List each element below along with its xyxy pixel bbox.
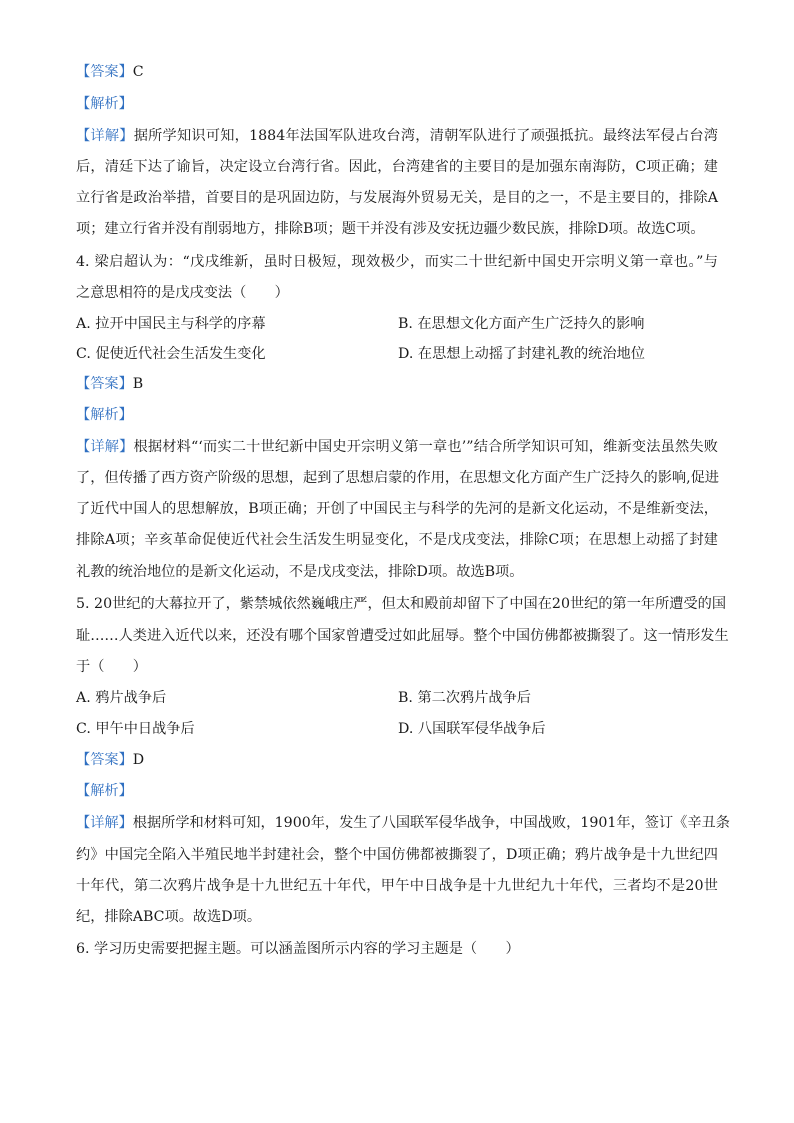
q3-detail-line-2: 后，清廷下达了谕旨，决定设立台湾行省。因此，台湾建省的主要目的是加强东南海防，C项正确；建 — [76, 159, 718, 175]
q3-detail-line-3: 立行省是政治举措，首要目的是巩固边防，与发展海外贸易无关，是目的之一，不是主要目的，排除A — [76, 190, 718, 206]
q4-stem-line-1: 4. 梁启超认为：“戊戌维新，虽时日极短，现效极少，而实二十世纪新中国史开宗明义第一章也。”与 — [76, 254, 718, 270]
q5-option-c: C. 甲午中日战争后 — [76, 721, 195, 737]
q3-detail-line-4: 项；建立行省并没有削弱地方，排除B项；题干并没有涉及安抚边疆少数民族，排除D项。故选C项。 — [76, 221, 705, 237]
detail-tag: 【详解】 — [76, 439, 134, 455]
detail-tag: 【详解】 — [76, 128, 134, 144]
q4-detail-line-5: 礼教的统治地位的是新文化运动，不是戊戌变法，排除D项。故选B项。 — [76, 564, 524, 580]
detail-tag: 【详解】 — [76, 815, 133, 831]
q4-answer — [76, 374, 143, 394]
q4-analysis — [76, 405, 133, 425]
q4-stem-line-2: 之意思相符的是戊戌变法（ ） — [76, 285, 289, 301]
q5-option-b: B. 第二次鸦片战争后 — [398, 690, 531, 706]
q5-detail-line-3: 十年代，第二次鸦片战争是十九世纪五十年代，甲午中日战争是十九世纪九十年代，三者均不是20世 — [76, 878, 718, 894]
analysis-tag: 【解析】 — [76, 783, 133, 799]
answer-value: B — [132, 376, 144, 392]
q4-detail-line-4: 排除A项；辛亥革命促使近代社会生活发生明显变化，不是戊戌变法，排除C项；在思想上动摇了封建 — [76, 532, 718, 548]
q5-option-a: A. 鸦片战争后 — [76, 690, 167, 706]
q4-detail-line-3: 了近代中国人的思想解放，B项正确；开创了中国民主与科学的先河的是新文化运动，不是维新变法， — [76, 501, 718, 517]
q4-option-b: B. 在思想文化方面产生广泛持久的影响 — [398, 316, 645, 332]
answer-tag: 【答案】 — [76, 752, 133, 768]
q5-stem-line-1: 5. 20世纪的大幕拉开了，紫禁城依然巍峨庄严，但太和殿前却留下了中国在20世纪的第一年所遭受的国 — [76, 596, 727, 612]
q5-analysis — [76, 781, 133, 801]
analysis-tag: 【解析】 — [76, 407, 133, 423]
q5-answer — [76, 750, 144, 770]
q4-option-a: A. 拉开中国民主与科学的序幕 — [76, 316, 266, 332]
q5-option-d: D. 八国联军侵华战争后 — [398, 721, 546, 737]
answer-tag: 【答案】 — [76, 64, 133, 80]
answer-value: D — [132, 752, 145, 768]
q6-stem: 6. 学习历史需要把握主题。可以涵盖图所示内容的学习主题是（ ） — [76, 941, 520, 957]
q5-stem-line-2: 耻……人类进入近代以来，还没有哪个国家曾遭受过如此屈辱。整个中国仿佛都被撕裂了。这一情形发生 — [76, 628, 729, 644]
q3-analysis — [76, 94, 133, 114]
analysis-tag: 【解析】 — [76, 96, 133, 112]
q5-detail-line-2: 约》中国完全陷入半殖民地半封建社会，整个中国仿佛都被撕裂了，D项正确；鸦片战争是十九世纪四 — [76, 847, 718, 863]
q4-option-d: D. 在思想上动摇了封建礼教的统治地位 — [398, 346, 645, 362]
q4-option-c: C. 促使近代社会生活发生变化 — [76, 346, 266, 362]
q5-detail-line-4: 纪，排除ABC项。故选D项。 — [76, 909, 262, 925]
q3-detail-line-1: 【详解】据所学知识可知，1884年法国军队进攻台湾，清朝军队进行了顽强抵抗。最终法军侵占台湾 — [76, 128, 718, 144]
q3-answer — [76, 62, 144, 82]
q5-detail-line-1: 【详解】根据所学和材料可知，1900年，发生了八国联军侵华战争，中国战败，1901年，签订《辛丑条 — [76, 815, 730, 831]
q4-detail-line-2: 了，但传播了西方资产阶级的思想，起到了思想启蒙的作用，在思想文化方面产生广泛持久的影响,促进 — [76, 470, 719, 486]
q5-stem-line-3: 于（ ） — [76, 659, 147, 675]
answer-tag: 【答案】 — [76, 376, 133, 392]
answer-value: C — [132, 64, 144, 80]
q4-detail-line-1: 【详解】根据材料“‘而实二十世纪新中国史开宗明义第一章也’”结合所学知识可知，维新变法虽然失败 — [76, 439, 718, 455]
